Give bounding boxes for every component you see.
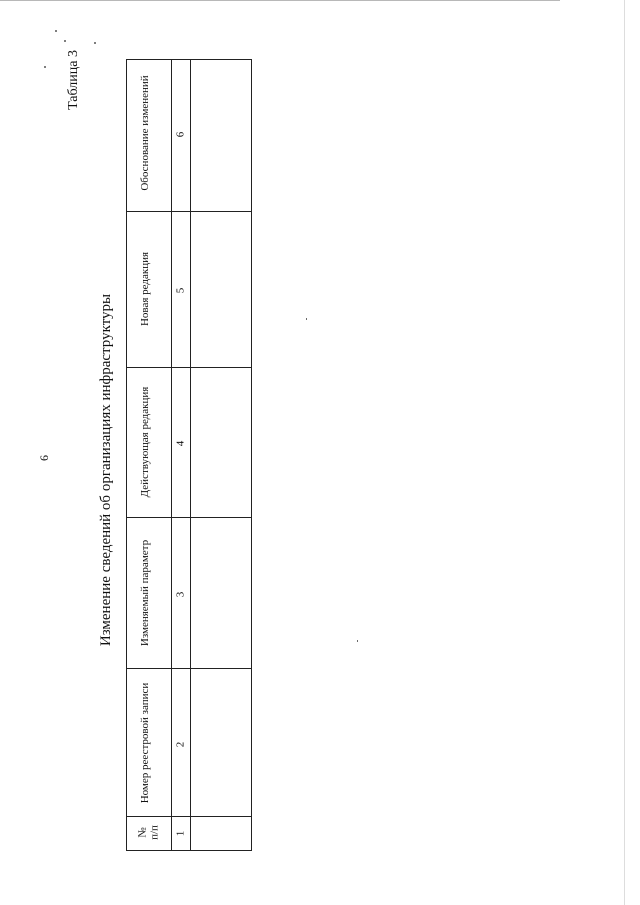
scan-speck <box>306 318 307 320</box>
column-number: 5 <box>174 287 187 294</box>
header-row-border <box>171 60 172 850</box>
header-row-number: № <box>136 827 149 838</box>
scan-speck <box>64 40 66 42</box>
scan-speck <box>44 66 46 68</box>
header-basis: Обоснование изменений <box>139 75 151 191</box>
empty-data-row <box>191 60 251 850</box>
header-registry-number: Номер реестровой записи <box>139 682 151 804</box>
scan-speck <box>94 42 96 44</box>
top-edge-line <box>0 0 560 1</box>
column-number: 1 <box>174 830 187 837</box>
scan-speck <box>55 30 57 32</box>
column-number: 6 <box>174 131 187 138</box>
page-number: 6 <box>37 455 51 461</box>
column-number: 3 <box>174 591 187 598</box>
table-title: Изменение сведений об организациях инфраструктуры <box>98 293 114 647</box>
header-changed-parameter: Изменяемый параметр <box>139 539 151 647</box>
column-number: 2 <box>174 741 187 748</box>
header-new-version: Новая редакция <box>139 251 151 327</box>
header-row-number-sub: п/п <box>148 825 161 840</box>
changes-table <box>126 59 252 851</box>
right-edge-line <box>624 0 625 905</box>
scan-speck <box>357 640 358 642</box>
column-number: 4 <box>174 440 187 447</box>
table-label: Таблица 3 <box>66 50 81 110</box>
header-current-version: Действующая редакция <box>139 386 151 498</box>
